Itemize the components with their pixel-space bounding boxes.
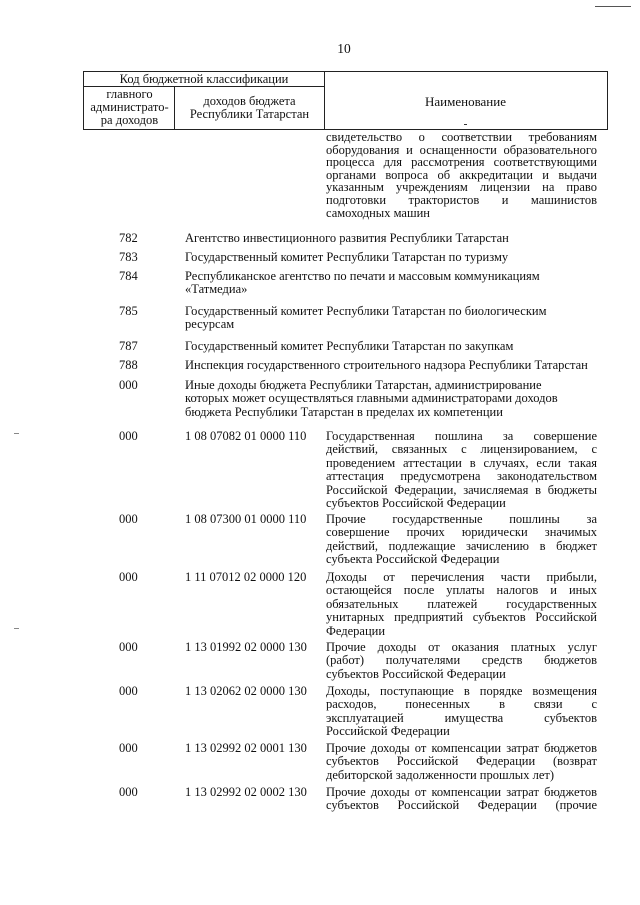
text-line: субъекта Российской Федерации <box>326 552 500 567</box>
income-code: 1 13 01992 02 0000 130 <box>185 640 307 654</box>
admin-name <box>185 305 603 332</box>
admin-name <box>185 251 603 264</box>
text-line: «Татмедиа» <box>185 282 248 297</box>
text-line: аттестация предусмотрена законодательством <box>326 469 597 484</box>
income-code: 1 08 07300 01 0000 110 <box>185 512 307 526</box>
income-name <box>326 742 597 782</box>
text-line: Федерации <box>326 623 386 638</box>
text-line: (работ) получателями средств бюджетов <box>326 653 597 668</box>
text-line: которых может осуществляться главными администраторами доходов <box>185 391 558 406</box>
admin-code: 787 <box>119 339 138 353</box>
text-line: Республиканское агентство по печати и массовым коммуникациям <box>185 269 540 283</box>
income-code: 1 13 02992 02 0001 130 <box>185 741 307 755</box>
income-name <box>326 513 597 567</box>
text-line: процесса для рассмотрения соответствующими <box>326 155 597 170</box>
text-line: Прочие доходы от оказания платных услуг <box>326 640 597 654</box>
text-line: Прочие государственные пошлины за <box>326 512 597 526</box>
page-number: 10 <box>337 41 351 56</box>
margin-mark <box>14 628 19 629</box>
text-line: Российской Федерации, зачисляемая в бюджеты <box>326 482 597 497</box>
text-line: Агентство инвестиционного развития Республики Татарстан <box>185 231 509 245</box>
text-line: Инспекция государственного строительного надзора Республики Татарстан <box>185 358 588 372</box>
text-line: субъектов Российской Федерации <box>326 496 506 511</box>
admin-code: 784 <box>119 269 138 283</box>
header-admin-line: ра доходов <box>100 113 159 127</box>
header-admin-line: администрато- <box>90 100 169 114</box>
text-line: Иные доходы бюджета Республики Татарстан, администрирование <box>185 378 542 392</box>
continuation-text <box>326 131 597 219</box>
text-line: свидетельство о соответствии требованиям <box>326 130 597 144</box>
text-line: Доходы от перечисления части прибыли, <box>326 570 597 584</box>
admin-name <box>185 232 603 245</box>
text-line: Государственный комитет Республики Татарстан по туризму <box>185 250 509 264</box>
text-line: бюджета Республики Татарстан в пределах их компетенции <box>185 404 503 419</box>
admin-code: 000 <box>119 684 138 698</box>
text-line: Государственная пошлина за совершение <box>326 429 597 443</box>
text-line: субъектов Российской Федерации (прочие <box>326 798 597 813</box>
text-line: проведением аттестации в случаях, если такая <box>326 455 597 470</box>
text-line: действий, связанных с лицензированием, с <box>326 442 597 457</box>
text-line: органами вопроса об аккредитации и выдачи <box>326 167 597 182</box>
admin-code: 783 <box>119 250 138 264</box>
header-group-title: Код бюджетной классификации <box>83 71 325 87</box>
income-name <box>326 641 597 681</box>
admin-code: 788 <box>119 358 138 372</box>
admin-name <box>185 379 603 419</box>
admin-code: 000 <box>119 429 138 443</box>
header-name-column: Наименование <box>324 71 608 130</box>
text-line: Государственный комитет Республики Татарстан по биологическим <box>185 304 547 318</box>
admin-code: 000 <box>119 570 138 584</box>
header-income-line: доходов бюджета <box>203 94 296 108</box>
admin-code: 000 <box>119 640 138 654</box>
text-line: унитарных предприятий субъектов Российской <box>326 610 597 625</box>
text-line: обязательных платежей государственных <box>326 596 597 611</box>
text-line: субъектов Российской Федерации <box>326 666 506 681</box>
admin-name <box>185 359 603 372</box>
text-line: указанным учреждениям лицензии на право <box>326 180 597 195</box>
income-code: 1 11 07012 02 0000 120 <box>185 570 307 584</box>
text-line: Прочие доходы от компенсации затрат бюджетов <box>326 741 597 755</box>
admin-code: 000 <box>119 378 138 392</box>
admin-code: 785 <box>119 304 138 318</box>
income-code: 1 13 02992 02 0002 130 <box>185 785 307 799</box>
admin-name <box>185 340 603 353</box>
admin-code: 782 <box>119 231 138 245</box>
income-name <box>326 685 597 739</box>
margin-mark <box>14 433 19 434</box>
text-line: оборудования и оснащенности образовательного <box>326 142 597 157</box>
income-code: 1 08 07082 01 0000 110 <box>185 429 307 443</box>
text-line: эксплуатацией имущества субъектов <box>326 710 597 725</box>
text-line: дебиторской задолженности прошлых лет) <box>326 767 554 782</box>
header-income-line: Республики Татарстан <box>189 107 310 121</box>
header-admin-line: главного <box>106 87 153 101</box>
admin-code: 000 <box>119 785 138 799</box>
admin-code: 000 <box>119 741 138 755</box>
header-admin-column <box>83 86 175 130</box>
text-line: ресурсам <box>185 317 235 332</box>
admin-name <box>185 270 603 297</box>
text-line: подготовки трактористов и машинистов <box>326 192 597 207</box>
text-line: Доходы, поступающие в порядке возмещения <box>326 684 597 698</box>
text-line: субъектов Российской Федерации (возврат <box>326 754 597 769</box>
income-code: 1 13 02062 02 0000 130 <box>185 684 307 698</box>
header-income-column <box>174 86 325 130</box>
text-line: действий, подлежащие зачислению в бюджет <box>326 538 597 553</box>
text-line: совершение прочих юридически значимых <box>326 525 597 540</box>
admin-code: 000 <box>119 512 138 526</box>
text-line: Российской Федерации <box>326 724 450 739</box>
top-edge-mark <box>595 6 631 7</box>
text-line: расходов, понесенных в связи с <box>326 697 597 712</box>
text-line: Прочие доходы от компенсации затрат бюджетов <box>326 785 597 799</box>
text-line: самоходных машин <box>326 205 430 220</box>
income-name <box>326 430 597 510</box>
income-name <box>326 571 597 638</box>
text-line: Государственный комитет Республики Татарстан по закупкам <box>185 339 514 353</box>
text-line: остающейся после уплаты налогов и иных <box>326 583 597 598</box>
scan-speck <box>464 124 467 125</box>
income-name <box>326 786 597 813</box>
